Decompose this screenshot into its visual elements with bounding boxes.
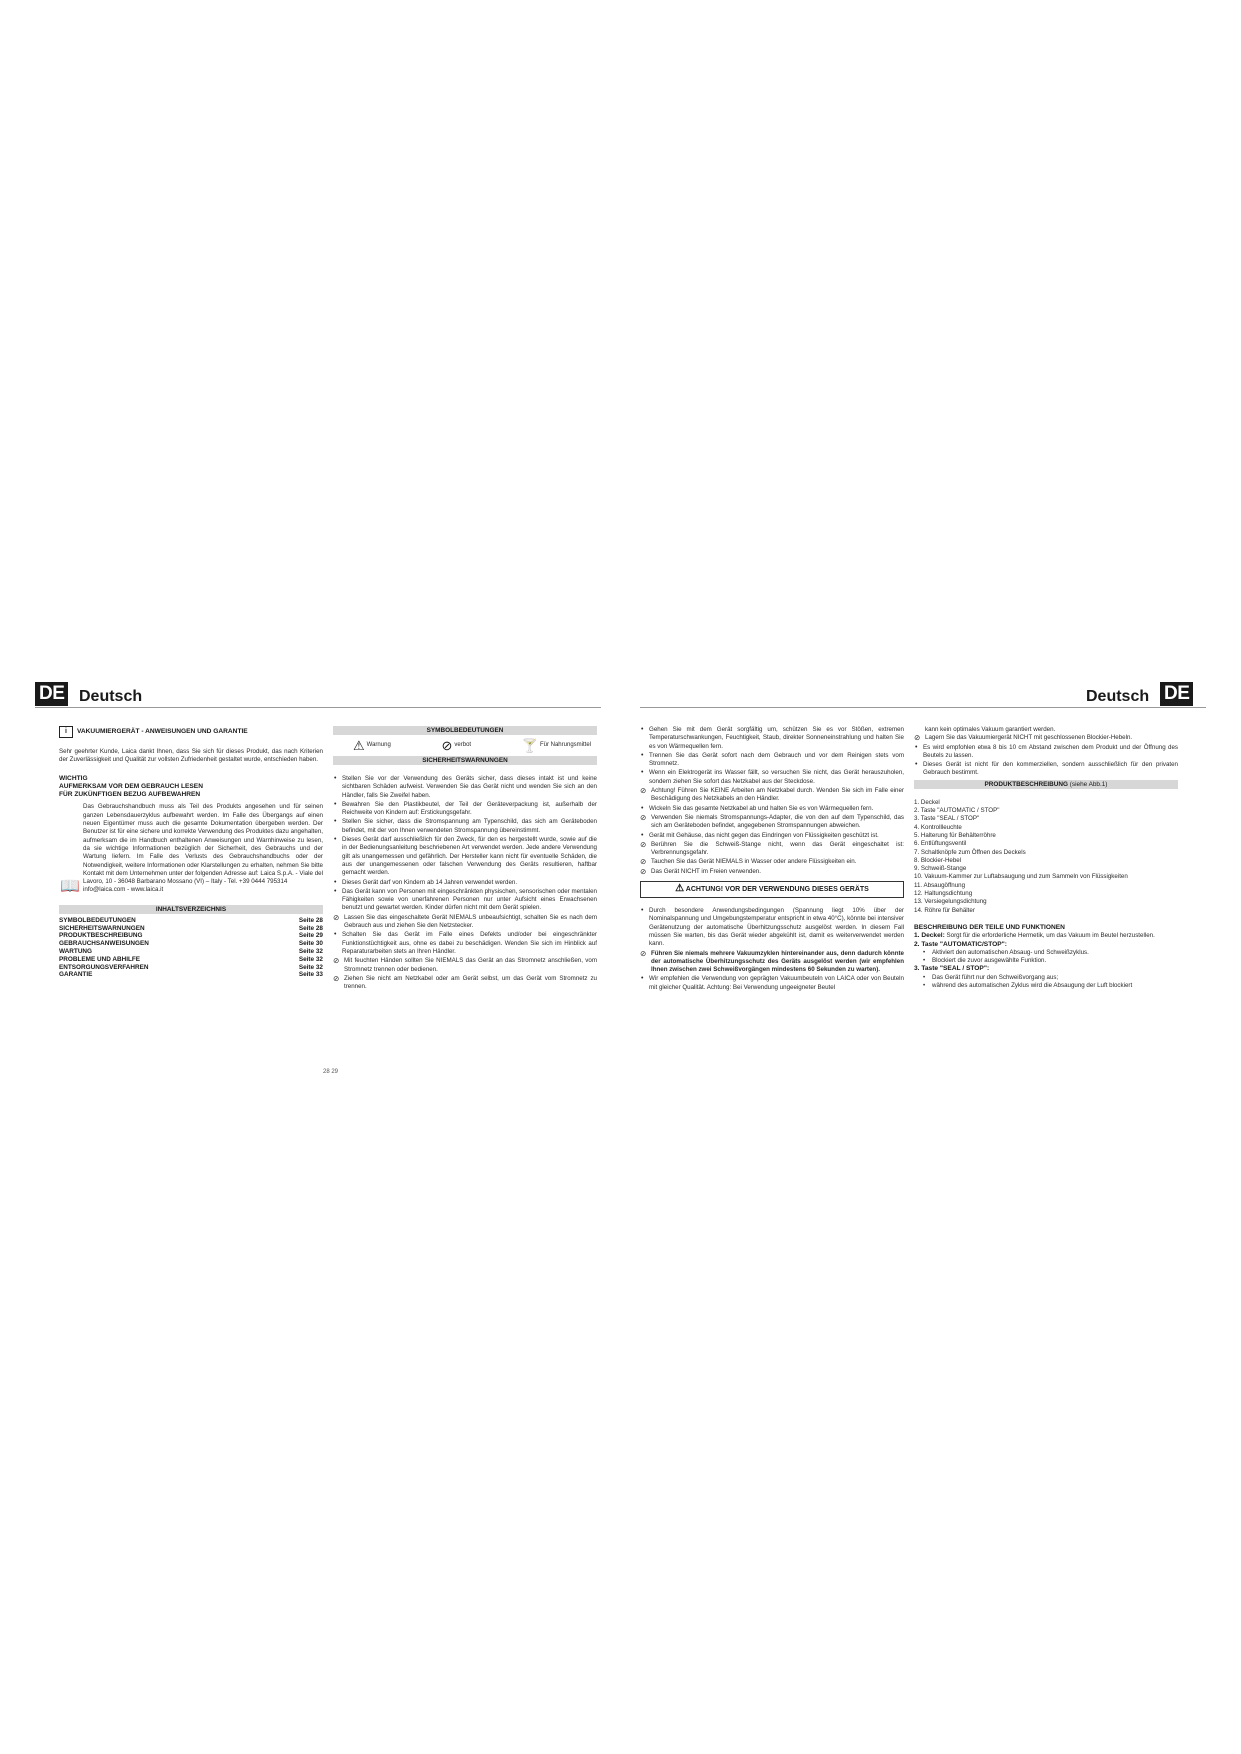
warnings-list [640, 726, 904, 876]
forbidden-icon: ⊘ [441, 738, 453, 753]
prohibition-item: ⊘ Lagern Sie das Vakuumiergerät NICHT mit geschlossenen Blockier-Hebeln. [914, 733, 1133, 743]
important-heading: WICHTIG [59, 774, 88, 782]
attention-box [640, 881, 904, 898]
toc-row[interactable]: GARANTIE Seite 33 [59, 971, 323, 979]
prohibition-item: ⊘ Berühren Sie die Schweiß-Stange nicht, wenn das Gerät eingeschaltet ist: Verbrennungsgefahr. [640, 839, 904, 857]
product-description-title: PRODUKTBESCHREIBUNG (siehe Abb.1) [914, 780, 1178, 789]
bullet-item: • Gerät mit Gehäuse, das nicht gegen das Eindringen von Flüssigkeiten geschützt ist. [640, 832, 904, 840]
prohibition-item: ⊘ Tauchen Sie das Gerät NIEMALS in Wasser oder andere Flüssigkeiten ein. [640, 857, 857, 867]
storage-list [914, 734, 1178, 777]
bullet-item: • Dieses Gerät darf ausschließlich für den Zweck, für den es hergestellt wurde, sowie auf die in der Bedienungsanleitung beschriebenen Art verwendet werden. Jede andere Verwendung gilt als unangemessen und gefährlich. Der Hersteller kann nicht für eventuelle Schäden, die aus der unangemessenen oder falschen Verwendung des Geräts resultieren, haftbar gemacht werden. [333, 836, 597, 877]
toc-row[interactable]: SYMBOLBEDEUTUNGEN Seite 28 [59, 916, 323, 924]
food-label: Für Nahrungsmittel [539, 742, 591, 749]
warning-icon: ⚠ [675, 883, 685, 895]
toc-row[interactable]: SICHERHEITSWARNUNGEN Seite 28 [59, 924, 323, 932]
warning-icon: ⚠ [353, 738, 365, 753]
bullet-item: • Trennen Sie das Gerät sofort nach dem Gebrauch und vor dem Reinigen stets vom Stromnetz. [640, 752, 904, 769]
part-item: 13. Versiegelungsdichtung [914, 898, 987, 906]
contact-info[interactable]: info@laica.com - www.laica.it [83, 886, 164, 894]
forbidden-icon: ⊘ [640, 866, 647, 876]
intro-text: Sehr geehrter Kunde, Laica dankt Ihnen, dass Sie sich für dieses Produkt, das nach Kriterien der Zuverlässigkeit und Qualität zur vollsten Zufriedenheit gestaltet wurde, entschieden haben. [59, 748, 323, 764]
prohibition-item: ⊘ Verwenden Sie niemals Stromspannungs-Adapter, die von den auf dem Typenschild, das sich am Geräteboden befindet, angegebenen Stromspannungen abweichen. [640, 812, 904, 830]
part-item: 7. Schaltknöpfe zum Öffnen des Deckels [914, 848, 1026, 856]
bullet-item: • Das Gerät kann von Personen mit eingeschränkten physischen, sensorischen oder mentalen Fähigkeiten sowie von unerfahrenen Personen nur unter Aufsicht eines Erwachsenen benutzt und gewartet werden. Kinder dürfen nicht mit dem Gerät spielen. [333, 888, 597, 913]
part-item: 2. Taste "AUTOMATIC / STOP" [914, 807, 1000, 815]
prohibition-item: ⊘ Das Gerät NICHT im Freien verwenden. [640, 866, 761, 876]
desc-subitem: • Das Gerät führt nur den Schweißvorgang aus; [914, 974, 1178, 982]
bullet-item: • Dieses Gerät ist nicht für den kommerziellen, sondern ausschließlich für den privaten Gebrauch bestimmt. [914, 761, 1178, 778]
desc-subitem: • Aktiviert den automatischen Absaug- und Schweißzyklus. [914, 949, 1178, 957]
desc-subitem: • Blockiert die zuvor ausgewählte Funktion. [914, 957, 1178, 965]
part-item: 1. Deckel [914, 798, 940, 806]
forbidden-icon: ⊘ [640, 812, 647, 822]
desc-item-label: 2. Taste "AUTOMATIC/STOP": [914, 940, 1007, 948]
manual-icon: i [59, 726, 73, 738]
bullet-item: • Wenn ein Elektrogerät ins Wasser fällt, so versuchen Sie nicht, das Gerät herauszuholen, sondern ziehen Sie sofort das Netzkabel aus der Steckdose. [640, 769, 904, 786]
intro-column [59, 726, 323, 979]
bullet-item: • Dieses Gerät darf von Kindern ab 14 Jahren verwendet werden. [333, 879, 597, 887]
desc-subitem: • während des automatischen Zyklus wird die Absaugung der Luft blockiert [914, 982, 1178, 990]
part-item: 9. Schweiß-Stange [914, 865, 967, 873]
food-safe-icon: 🍸 [521, 738, 538, 753]
forbidden-icon: ⊘ [640, 786, 647, 796]
toc-title: INHALTSVERZEICHNIS [59, 905, 323, 914]
toc-row[interactable]: WARTUNG Seite 32 [59, 947, 323, 955]
toc-row[interactable]: PRODUKTBESCHREIBUNG Seite 29 [59, 932, 323, 940]
safety-title: SICHERHEITSWARNUNGEN [333, 756, 597, 765]
language-label-right: Deutsch [1086, 688, 1150, 705]
product-column [914, 726, 1178, 990]
attention-title: ACHTUNG! VOR DER VERWENDUNG DIESES GERÄTS [685, 886, 869, 894]
attention-list [640, 907, 904, 992]
keep-for-reference-heading: FÜR ZUKÜNFTIGEN BEZUG AUFBEWAHREN [59, 791, 201, 799]
bullet-item: • Gehen Sie mit dem Gerät sorgfältig um, schützen Sie es vor Stößen, extremen Temperaturschwankungen, Feuchtigkeit, Staub, direkter Sonneneinstrahlung und halten Sie es von Wärmequellen fern. [640, 726, 904, 751]
book-icon: 📖 [60, 878, 80, 896]
prohibition-item: ⊘ Ziehen Sie nicht am Netzkabel oder am Gerät selbst, um das Gerät vom Stromnetz zu trennen. [333, 973, 597, 991]
part-item: 8. Blockier-Hebel [914, 856, 962, 864]
part-item: 3. Taste "SEAL / STOP" [914, 815, 980, 823]
bullet-item: • Stellen Sie sicher, dass die Stromspannung am Typenschild, das sich am Geräteboden befindet, mit der von Ihnen verwendeten Stromspannung übereinstimmt. [333, 818, 597, 835]
forbidden-icon: ⊘ [333, 912, 340, 922]
safety-column [333, 726, 597, 992]
parts-functions-heading: BESCHREIBUNG DER TEILE UND FUNKTIONEN [914, 923, 1065, 931]
forbidden-label: verbot [454, 742, 472, 749]
header-rule-left [35, 707, 601, 708]
desc-item-label: 3. Taste "SEAL / STOP": [914, 965, 990, 973]
page-numbers: 28 29 [323, 1069, 339, 1075]
safety-list [333, 775, 597, 991]
header-rule-right [640, 707, 1206, 708]
bullet-item: • Es wird empfohlen etwa 8 bis 10 cm Abstand zwischen dem Produkt und der Öffnung des Beutels zu lassen. [914, 744, 1178, 761]
language-label-left: Deutsch [79, 688, 143, 705]
forbidden-icon: ⊘ [640, 948, 647, 958]
language-badge-right: DE [1160, 682, 1193, 706]
part-item: 11. Absaugöffnung [914, 881, 966, 889]
prohibition-item: ⊘ Mit feuchten Händen sollten Sie NIEMALS das Gerät an das Stromnetz anschließen, vom Stromnetz trennen oder bedienen. [333, 956, 597, 973]
parts-list [914, 799, 1178, 915]
part-item: 14. Röhre für Behälter [914, 906, 975, 914]
forbidden-icon: ⊘ [914, 733, 921, 743]
desc-item: 1. Deckel: Sorgt für die erforderliche Hermetik, um das Vakuum im Beutel herzustellen. [914, 932, 1155, 940]
toc-row[interactable]: PROBLEME UND ABHILFE Seite 32 [59, 955, 323, 963]
warnings-column [640, 726, 904, 993]
toc-row[interactable]: ENTSORGUNGSVERFAHREN Seite 32 [59, 963, 323, 971]
continued-text: kann kein optimales Vakuum garantiert werden. [925, 726, 1056, 733]
bullet-item: • Stellen Sie vor der Verwendung des Geräts sicher, dass dieses intakt ist und keine sichtbaren Schäden aufweist. Verwenden Sie das Gerät nicht und wenden Sie sich an den Händler, falls Sie Zweifel haben. [333, 775, 597, 800]
toc-row[interactable]: GEBRAUCHSANWEISUNGEN Seite 30 [59, 940, 323, 948]
prohibition-item: ⊘ Lassen Sie das eingeschaltete Gerät NIEMALS unbeaufsichtigt, schalten Sie es nach dem Gebrauch aus und ziehen Sie den Netzstecker. [333, 912, 597, 930]
important-text: Das Gebrauchshandbuch muss als Teil des Produkts angesehen und für seinen ganzen Lebensdauerzyklus aufbewahrt werden. Im Falle des Übergangs auf einen neuen Eigentümer muss auch die gesamte Dokumentation übergeben werden. Der Benutzer ist für eine sichere und korrekte Verwendung des Produktes dazu angehalten, aufmerksam die im Handbuch enthaltenen Anweisungen und Warnhinweise zu lesen, da sie wichtige Informationen bezüglich der Sicherheit, des Gebrauchs und der Wartung liefern. Im Falle des Verlusts des Gebrauchshandbuchs oder der Notwendigkeit, weitere Informationen oder Klarstellungen zu erhalten, nehmen Sie bitte Kontakt mit dem Unternehmen unter der folgenden Adresse auf: Laica S.p.A. - Viale del Lavoro, 10 - 36048 Barbarano Mossano (VI) – Italy - Tel. +39 0444 795314 [83, 803, 323, 886]
table-of-contents [59, 917, 323, 979]
forbidden-icon: ⊘ [333, 973, 340, 983]
bullet-item: • Schalten Sie das Gerät im Falle eines Defekts und/oder bei eingeschränkter Funktionstüchtigkeit aus, ohne es dabei zu beschädigen. Wenden Sie sich im Hinblick auf Reparaturarbeiten stets an Ihren Händler. [333, 931, 597, 956]
symbols-title: SYMBOLBEDEUTUNGEN [333, 726, 597, 735]
part-item: 4. Kontrollleuchte [914, 823, 962, 831]
bullet-item: • Wickeln Sie das gesamte Netzkabel ab und halten Sie es von Wärmequellen fern. [640, 805, 904, 813]
part-item: 5. Halterung für Behälterröhre [914, 831, 996, 839]
prohibition-item: ⊘ Führen Sie niemals mehrere Vakuumzyklen hintereinander aus, denn dadurch könnte der automatische Überhitzungsschutz des Geräts ausgelöst werden (wir empfehlen Ihnen zwischen zwei Schweißvorgängen mindestens 60 Sekunden zu warten). [640, 948, 904, 974]
forbidden-icon: ⊘ [333, 956, 340, 966]
forbidden-icon: ⊘ [640, 857, 647, 867]
forbidden-icon: ⊘ [640, 839, 647, 849]
bullet-item: • Wir empfehlen die Verwendung von geprägten Vakuumbeuteln von LAICA oder von Beuteln mit gleicher Qualität. Achtung: Bei Verwendung ungeeigneter Beutel [640, 975, 904, 992]
document-title: VAKUUMIERGERÄT - ANWEISUNGEN UND GARANTIE [77, 727, 248, 735]
warning-label: Warnung [366, 742, 391, 749]
read-before-use-heading: AUFMERKSAM VOR DEM GEBRAUCH LESEN [59, 782, 203, 790]
part-item: 12. Haltungsdichtung [914, 890, 973, 898]
language-badge-left: DE [35, 682, 68, 706]
part-item: 10. Vakuum-Kammer zur Luftabsaugung und zum Sammeln von Flüssigkeiten [914, 873, 1128, 881]
part-item: 6. Entlüftungsventil [914, 840, 967, 848]
prohibition-item: ⊘ Achtung! Führen Sie KEINE Arbeiten am Netzkabel durch. Wenden Sie sich im Falle einer Beschädigung des Netzkabels an den Händler. [640, 786, 904, 803]
bullet-item: • Bewahren Sie den Plastikbeutel, der Teil der Geräteverpackung ist, außerhalb der Reichweite von Kindern auf: Erstickungsgefahr. [333, 801, 597, 818]
bullet-item: • Durch besondere Anwendungsbedingungen (Spannung liegt 10% über der Nominalspannung und Umgebungstemperatur entspricht in etwa 40°C), könnte bei intensiver Gerätenutzung der automatische Überhitzungsschutz ausgelöst werden. In diesem Fall müssen Sie warten, bis das Gerät wieder abgekühlt ist, damit es weiterverwendet werden kann. [640, 907, 904, 948]
